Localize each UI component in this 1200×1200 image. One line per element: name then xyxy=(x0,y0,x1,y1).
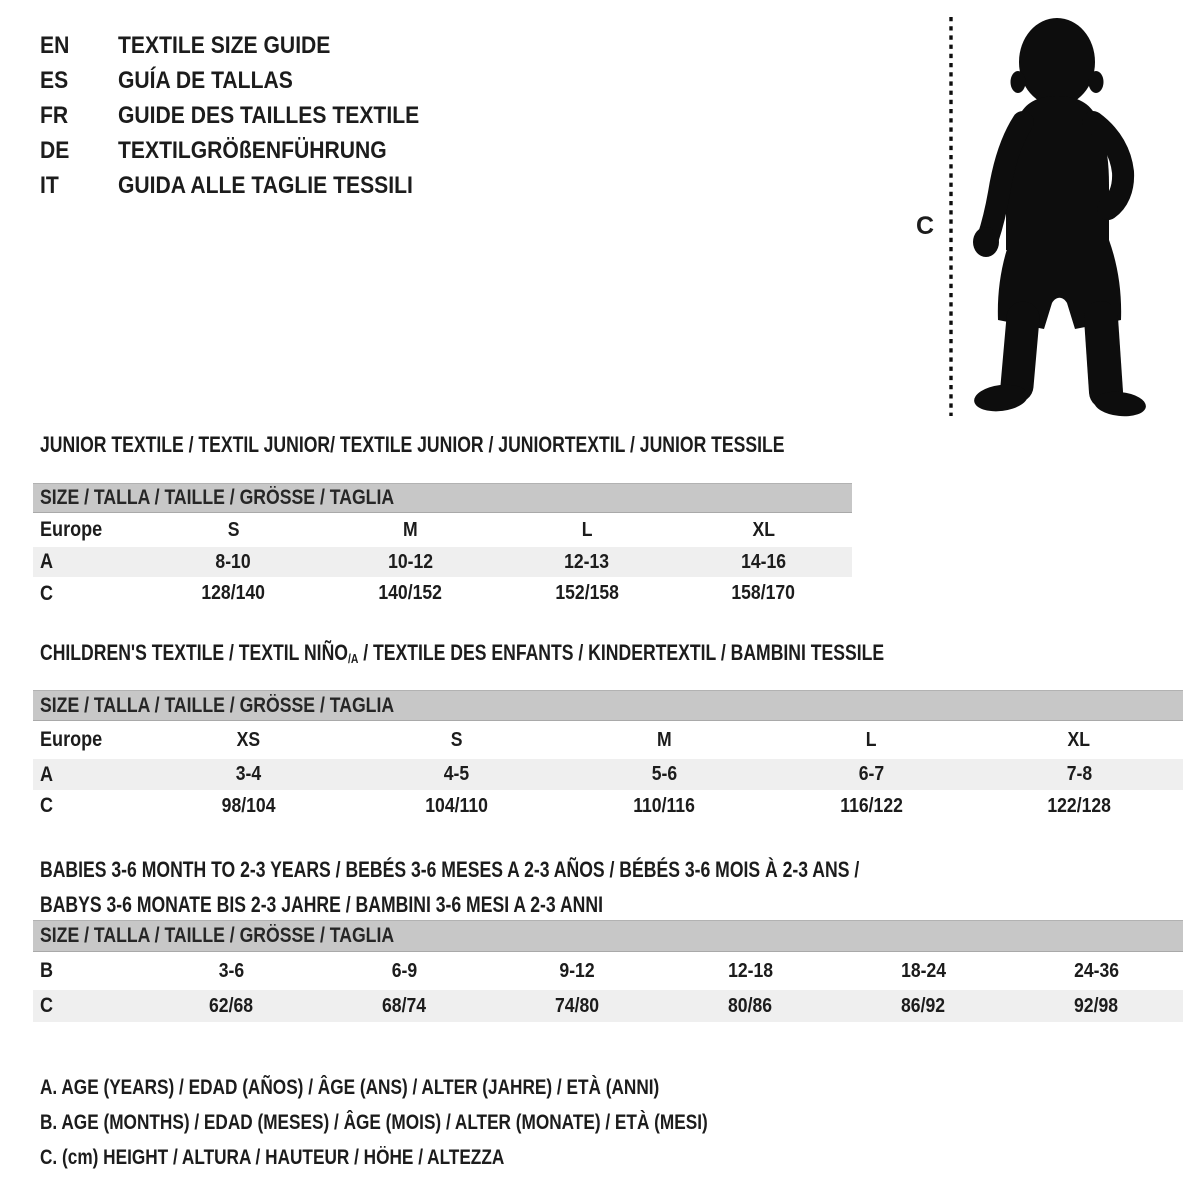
table-cell: 18-24 xyxy=(900,959,947,982)
table-row-age xyxy=(33,547,852,577)
table-cell: 7-8 xyxy=(1066,763,1092,785)
row-label: C xyxy=(40,794,54,817)
table-cell: 5-6 xyxy=(651,763,677,785)
title-subscript: /A xyxy=(347,651,359,666)
size-col-header: L xyxy=(866,728,877,751)
table-cell: 3-6 xyxy=(218,959,245,982)
guide-title-it: GUIDA ALLE TAGLIE TESSILI xyxy=(118,171,413,199)
language-row-it xyxy=(40,168,460,203)
table-row-europe xyxy=(33,513,852,547)
size-col-header: M xyxy=(656,728,672,751)
row-label: A xyxy=(40,550,54,573)
table-cell: 6-9 xyxy=(391,959,418,982)
language-code: FR xyxy=(40,101,69,129)
table-cell: 12-18 xyxy=(727,959,774,982)
table-cell: 116/122 xyxy=(840,794,903,817)
table-cell: 6-7 xyxy=(858,763,885,785)
table-cell: 8-10 xyxy=(215,550,251,573)
language-title-block xyxy=(40,28,460,203)
table-cell: 104/110 xyxy=(425,794,488,817)
size-col-header: M xyxy=(402,518,418,541)
legend-line-a: A. AGE (YEARS) / EDAD (AÑOS) / ÂGE (ANS) / ALTER (JAHRE) / ETÀ (ANNI) xyxy=(40,1075,660,1099)
language-row-en xyxy=(40,28,460,63)
language-code: EN xyxy=(40,31,70,59)
legend-line-c: C. (cm) HEIGHT / ALTURA / HAUTEUR / HÖHE / ALTEZZA xyxy=(40,1145,505,1169)
table-cell: 86/92 xyxy=(901,994,946,1017)
size-header: SIZE / TALLA / TAILLE / GRÖSSE / TAGLIA xyxy=(40,486,395,509)
children-section-title: CHILDREN'S TEXTILE / TEXTIL NIÑO/A / TEXTILE DES ENFANTS / KINDERTEXTIL / BAMBINI TESSILE xyxy=(40,640,885,666)
size-header-band xyxy=(33,483,852,513)
size-col-header: L xyxy=(581,518,593,541)
table-row-age xyxy=(33,759,1183,790)
guide-title-de: TEXTILGRÖßENFÜHRUNG xyxy=(118,136,387,164)
guide-title-en: TEXTILE SIZE GUIDE xyxy=(118,31,331,59)
height-measure-label: C xyxy=(916,212,935,240)
size-col-header: S xyxy=(227,518,240,541)
babies-size-table xyxy=(33,920,1183,1022)
table-cell: 12-13 xyxy=(564,550,610,573)
language-row-fr xyxy=(40,98,460,133)
size-header-band xyxy=(33,690,1183,721)
size-col-header: S xyxy=(450,728,463,751)
table-cell: 68/74 xyxy=(382,994,427,1017)
table-row-height xyxy=(33,990,1183,1022)
table-row-height xyxy=(33,577,852,610)
table-cell: 14-16 xyxy=(741,550,787,573)
table-cell: 4-5 xyxy=(443,763,470,785)
baby-silhouette-shape xyxy=(973,18,1147,419)
legend-line-b: B. AGE (MONTHS) / EDAD (MESES) / ÂGE (MOIS) / ALTER (MONATE) / ETÀ (MESI) xyxy=(40,1110,708,1134)
table-cell: 122/128 xyxy=(1047,794,1111,817)
language-code: DE xyxy=(40,136,70,164)
table-cell: 24-36 xyxy=(1073,959,1120,982)
size-header-band xyxy=(33,920,1183,952)
table-cell: 98/104 xyxy=(221,794,276,817)
language-row-es xyxy=(40,63,460,98)
junior-section-title: JUNIOR TEXTILE / TEXTIL JUNIOR/ TEXTILE JUNIOR / JUNIORTEXTIL / JUNIOR TESSILE xyxy=(40,432,785,457)
row-label: B xyxy=(40,959,54,982)
table-cell: 110/116 xyxy=(633,794,695,817)
row-label: C xyxy=(40,581,54,605)
table-cell: 128/140 xyxy=(201,582,266,604)
table-cell: 152/158 xyxy=(555,582,619,604)
table-cell: 74/80 xyxy=(555,994,600,1017)
babies-section-title: BABIES 3-6 MONTH TO 2-3 YEARS / BEBÉS 3-6 MESES A 2-3 AÑOS / BÉBÉS 3-6 MOIS À 2-3 ANS / BABYS 3-6 MONATE BIS 2-3 JAHRE / BAMBINI 3-6 MESI A 2-3 ANNI xyxy=(40,857,860,917)
junior-size-table xyxy=(33,483,852,610)
table-row-europe xyxy=(33,721,1183,759)
table-cell: 140/152 xyxy=(378,582,442,604)
table-row-months xyxy=(33,952,1183,990)
table-cell: 62/68 xyxy=(209,994,254,1017)
size-header: SIZE / TALLA / TAILLE / GRÖSSE / TAGLIA xyxy=(40,924,395,947)
size-col-header: XS xyxy=(237,728,261,751)
table-cell: 9-12 xyxy=(559,959,596,982)
row-label: Europe xyxy=(40,728,103,751)
children-size-table xyxy=(33,690,1183,822)
size-header: SIZE / TALLA / TAILLE / GRÖSSE / TAGLIA xyxy=(40,693,395,717)
table-cell: 158/170 xyxy=(731,582,796,604)
measure-legend xyxy=(40,1070,854,1175)
size-col-header: XL xyxy=(752,518,775,541)
table-cell: 10-12 xyxy=(387,550,433,573)
guide-title-fr: GUIDE DES TAILLES TEXTILE xyxy=(118,101,420,129)
table-cell: 80/86 xyxy=(728,994,773,1017)
row-label: C xyxy=(40,994,54,1017)
language-code: IT xyxy=(40,171,59,199)
size-col-header: XL xyxy=(1067,728,1091,751)
table-cell: 3-4 xyxy=(236,763,262,785)
table-row-height xyxy=(33,790,1183,822)
language-row-de xyxy=(40,133,460,168)
language-code: ES xyxy=(40,66,69,94)
row-label: A xyxy=(40,762,54,786)
guide-title-es: GUÍA DE TALLAS xyxy=(118,66,293,94)
table-cell: 92/98 xyxy=(1074,994,1119,1017)
baby-silhouette xyxy=(920,0,1180,420)
row-label: Europe xyxy=(40,518,103,541)
